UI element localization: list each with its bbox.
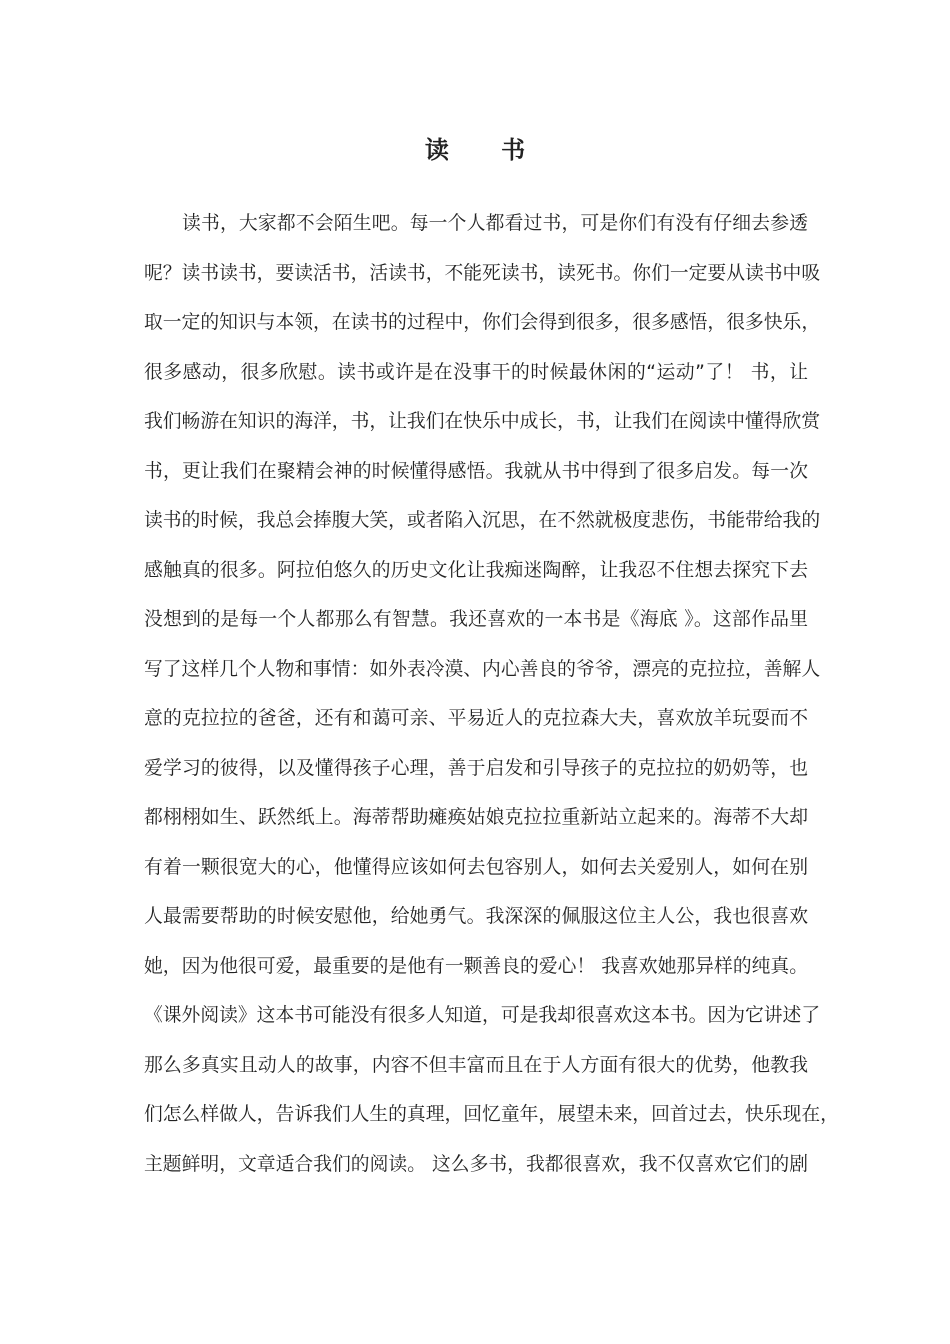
text-line: 呢？读书读书，要读活书，活读书，不能死读书，读死书。你们一定要从读书中吸 bbox=[144, 262, 821, 284]
text-line: 我们畅游在知识的海洋，书，让我们在快乐中成长，书，让我们在阅读中懂得欣赏 bbox=[144, 411, 821, 432]
text-line: 那么多真实且动人的故事，内容不但丰富而且在于人方面有很大的优势，他教我 bbox=[144, 1054, 808, 1076]
text-line: 没想到的是每一个人都那么有智慧。我还喜欢的一本书是《海底 》。这部作品里 bbox=[144, 609, 808, 630]
text-line: 很多感动，很多欣慰。读书或许是在没事干的时候最休闲的“运动”了！ 书，让 bbox=[144, 361, 808, 383]
text-line: 有着一颗很宽大的心，他懂得应该如何去包容别人，如何去关爱别人，如何在别 bbox=[144, 856, 808, 878]
text-line: 她，因为他很可爱，最重要的是他有一颗善良的爱心！ 我喜欢她那异样的纯真。 bbox=[144, 955, 808, 977]
text-line: 人最需要帮助的时候安慰他，给她勇气。我深深的佩服这位主人公，我也很喜欢 bbox=[144, 906, 808, 927]
text-line: 感触真的很多。阿拉伯悠久的历史文化让我痴迷陶醉，让我忍不住想去探究下去 bbox=[144, 559, 808, 581]
text-line: 们怎么样做人，告诉我们人生的真理，回忆童年，展望未来，回首过去，快乐现在， bbox=[144, 1104, 839, 1125]
text-line: 爱学习的彼得，以及懂得孩子心理，善于启发和引导孩子的克拉拉的奶奶等，也 bbox=[144, 757, 808, 779]
text-line: 读书的时候，我总会捧腹大笑，或者陷入沉思，在不然就极度悲伤，书能带给我的 bbox=[144, 510, 821, 531]
text-line: 意的克拉拉的爸爸，还有和蔼可亲、平易近人的克拉森大夫，喜欢放羊玩耍而不 bbox=[144, 708, 808, 729]
document-title: 读 书 bbox=[424, 136, 548, 164]
text-line: 写了这样几个人物和事情：如外表冷漠、内心善良的爷爷，漂亮的克拉拉，善解人 bbox=[144, 658, 821, 680]
text-line: 《课外阅读》这本书可能没有很多人知道，可是我却很喜欢这本书。因为它讲述了 bbox=[144, 1005, 821, 1026]
text-line: 取一定的知识与本领，在读书的过程中，你们会得到很多，很多感悟，很多快乐， bbox=[144, 312, 821, 333]
text-line: 主题鲜明，文章适合我们的阅读。 这么多书，我都很喜欢，我不仅喜欢它们的剧 bbox=[144, 1153, 808, 1175]
text-line: 读书，大家都不会陌生吧。每一个人都看过书，可是你们有没有仔细去参透 bbox=[182, 213, 808, 234]
document-body bbox=[144, 205, 839, 1195]
text-line: 都栩栩如生、跃然纸上。海蒂帮助瘫痪姑娘克拉拉重新站立起来的。海蒂不大却 bbox=[144, 807, 808, 828]
text-line: 书，更让我们在聚精会神的时候懂得感悟。我就从书中得到了很多启发。每一次 bbox=[144, 460, 808, 482]
